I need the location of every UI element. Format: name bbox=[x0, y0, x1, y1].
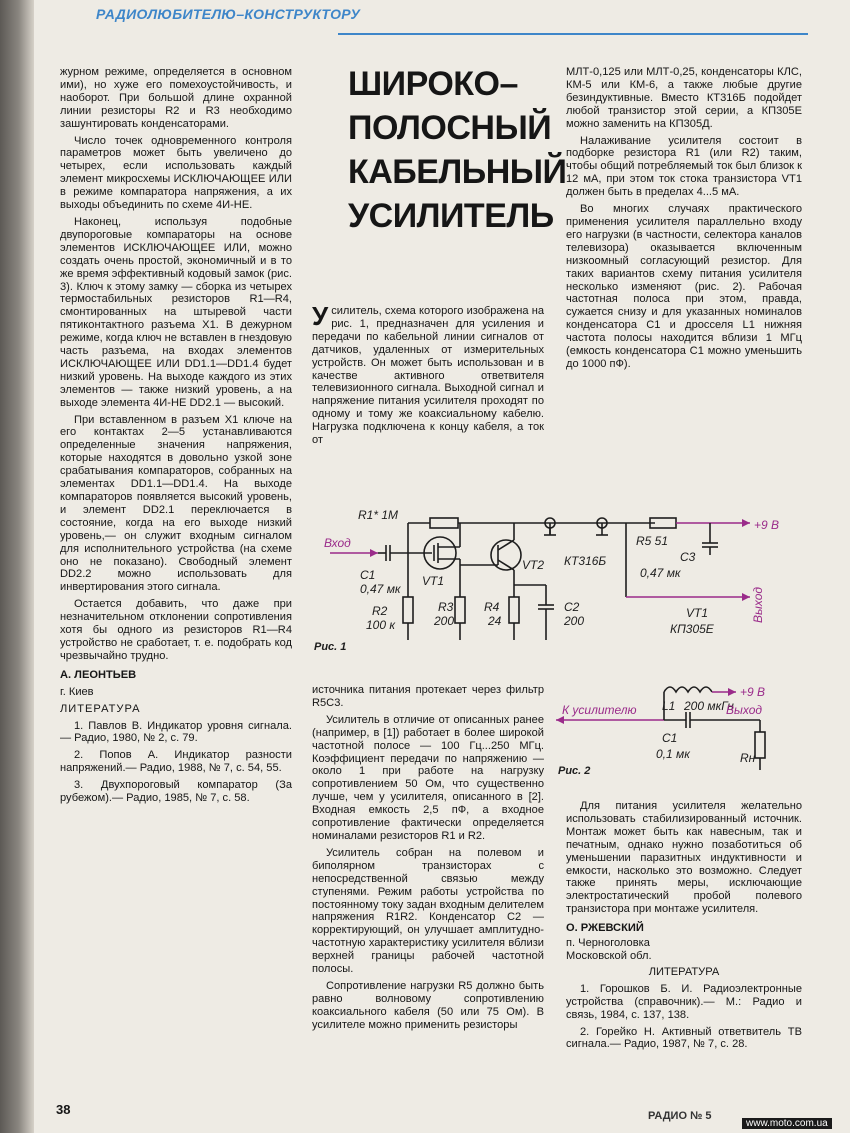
literature-item: 1. Павлов В. Индикатор уровня сигнала.— Радио, 1980, № 2, с. 79. bbox=[60, 719, 292, 745]
fig2-to-amp-label: К усилителю bbox=[562, 703, 637, 717]
literature-heading: ЛИТЕРАТУРА bbox=[60, 702, 141, 715]
figure-1-schematic bbox=[310, 505, 810, 670]
input-label: Вход bbox=[324, 536, 351, 550]
title-line: ШИРОКО– bbox=[348, 65, 518, 103]
author-name-2: О. РЖЕВСКИЙ bbox=[566, 922, 644, 935]
r5-label: R5 51 bbox=[636, 534, 669, 548]
page-number: 38 bbox=[56, 1102, 71, 1117]
col1-paragraph: Остается добавить, что даже при незначительном отклонении сопротивления хотя бы одного из резисторов R1—R4 устройство не сработает, т. е. подобрать код чрезвычайно трудно. bbox=[60, 598, 292, 662]
r4-label: R4 bbox=[484, 600, 500, 614]
col2-paragraph: Усилитель собран на полевом и биполярном транзисторах с непосредственной связью между ступенями. Режим работы устройства по постоянному току задан входным делителем напряжения R1R2. Конденсатор C2 — корректирующий, он улучшает амплитудно-частотную характеристику усилителя вблизи верхней границы рабочей частотной полосы. bbox=[312, 846, 544, 976]
vt1-label: VT1 bbox=[422, 574, 445, 588]
header-rule bbox=[338, 33, 808, 35]
col3-paragraph: МЛТ-0,125 или МЛТ-0,25, конденсаторы КЛС, КМ-5 или КМ-6, а также любые другие безиндуктивные. Вместо КТ316Б подойдет любой транзистор этой серии, а КП305Е можно заменить на КП305Д. bbox=[566, 66, 802, 130]
figure-2-caption: Рис. 2 bbox=[558, 765, 591, 777]
col3-paragraph: Налаживание усилителя состоит в подборке резистора R1 (или R2) таким, чтобы общий потребляемый ток был близок к 12 мА, при этом ток стока транзистора VT1 должен быть в пределах 4...5 мА. bbox=[566, 134, 802, 199]
r4-value: 24 bbox=[488, 614, 502, 628]
c2-label: C2 bbox=[564, 600, 580, 614]
l1-value: 200 мкГн bbox=[684, 699, 734, 713]
footer-journal: РАДИО № 5 bbox=[648, 1110, 712, 1122]
title-line: УСИЛИТЕЛЬ bbox=[348, 197, 554, 235]
article-title bbox=[348, 62, 567, 238]
vt2-type: КТ316Б bbox=[564, 554, 607, 568]
author-name: А. ЛЕОНТЬЕВ bbox=[60, 668, 137, 681]
drop-cap: У bbox=[312, 301, 329, 331]
r2-label: R2 bbox=[372, 604, 388, 618]
col1-paragraph: Число точек одновременного контроля параметров может быть увеличено до четырех, если использовать каждый элемент микросхемы ИСКЛЮЧАЮЩЕЕ ИЛИ в режиме компаратора напряжения, а их выходы объединить по схеме 4И-НЕ. bbox=[60, 134, 292, 212]
author-city-line: Московской обл. bbox=[566, 949, 652, 962]
figure-2-schematic bbox=[556, 680, 806, 785]
l1-label: L1 bbox=[662, 699, 676, 713]
article-column-3-bottom bbox=[566, 800, 802, 1051]
c1-value: 0,47 мк bbox=[360, 582, 401, 596]
col2-paragraph: источника питания протекает через фильтр R5C3. bbox=[312, 684, 544, 709]
col2-paragraph: Усилитель в отличие от описанных ранее (например, в [1]) работает в более широкой частотной полосе — 100 Гц...250 МГц. Коэффициент передачи по напряжению — около 1 при работе на нагрузку сопротивлением 50 Ом, что существенно лучше, чем у усилителя, описанного в [2]. Входная емкость 2,5 пФ, а входное сопротивление фактически определяется номиналами резисторов R1 и R2. bbox=[312, 713, 544, 842]
col1-paragraph: Наконец, используя подобные двупороговые компараторы на основе элементов ИСКЛЮЧАЮЩЕЕ ИЛИ, можно создать очень простой, экономичный и в то же время эффективный кодовый замок (рис. 3). Ключ к этому замку — сборка из четырех термостабильных резисторов R1—R4, смонтированных на штыревой части пятиконтактного разъема X1. В дежурном режиме, когда ключ не вставлен в гнездовую часть разъема, на входах элементов ИСКЛЮЧАЮЩЕЕ ИЛИ DD1.1—DD1.4 будет низкий уровень. На выходе каждого из этих элементов — также низкий уровень, а на выходе элемента 4И-НЕ DD2.1 — высокий. bbox=[60, 215, 292, 409]
fig2-output-label: Выход bbox=[726, 703, 763, 717]
literature-item: 1. Горошков Б. И. Радиоэлектронные устройства (справочник).— М.: Радио и связь, 1984, с. 137, 138. bbox=[566, 982, 802, 1021]
col3-paragraph: Во многих случаях практического применения усилителя параллельно входу его нагрузки (в частности, селектора каналов телевизора) оказывается включенным низкоомный согласующий резистор. Для таких вариантов схему питания усилителя несколько изменяют (рис. 2). Рабочая частотная полоса при этом, правда, сужается снизу и для указанных номиналов конденсатора C1 и дросселя L1 нижняя частота полосы находится вблизи 1 МГц (емкость конденсатора C1 можно уменьшить до 1000 пФ). bbox=[566, 203, 802, 370]
article-column-2-bottom bbox=[312, 684, 544, 1032]
col3-paragraph: Для питания усилителя желательно использовать стабилизированный источник. Монтаж может быть как навесным, так и печатным, однако нужно позаботиться об уменьшении паразитных индуктивности и емкости, насколько это возможно. Следует также принять меры, исключающие электростатический пробой полевого транзистора при монтаже усилителя. bbox=[566, 800, 802, 916]
output-label: Выход bbox=[751, 586, 765, 623]
literature-heading-2: ЛИТЕРАТУРА bbox=[648, 965, 720, 978]
title-line: ПОЛОСНЫЙ bbox=[348, 109, 552, 147]
fig2-rn-label: Rн bbox=[740, 751, 756, 765]
col2-lead-paragraph bbox=[312, 301, 544, 447]
title-line: КАБЕЛЬНЫЙ bbox=[348, 153, 567, 191]
r3-value: 200 bbox=[434, 614, 455, 628]
r1-label: R1* 1М bbox=[358, 508, 399, 522]
author-city-line: п. Черноголовка bbox=[566, 937, 650, 950]
vt1-note: VT1 bbox=[686, 606, 709, 620]
c2-value: 200 bbox=[564, 614, 585, 628]
vt2-label: VT2 bbox=[522, 558, 545, 572]
page-spine-shadow bbox=[0, 0, 34, 1133]
fig2-c1-label: C1 bbox=[662, 731, 678, 745]
article-column-1 bbox=[60, 66, 292, 805]
fig2-supply-label: +9 В bbox=[740, 685, 766, 699]
col1-paragraph: журном режиме, определяется в основном ими), но хуже его помехоустойчивость, и наоборот. При большой длине охранной линии резисторы R2 и R3 необходимо зашунтировать конденсаторами. bbox=[60, 66, 292, 130]
r3-label: R3 bbox=[438, 600, 454, 614]
r2-value: 100 к bbox=[366, 618, 396, 632]
figure-1-caption: Рис. 1 bbox=[314, 641, 347, 653]
section-header: РАДИОЛЮБИТЕЛЮ–КОНСТРУКТОРУ bbox=[96, 6, 361, 22]
author-city: г. Киев bbox=[60, 685, 94, 698]
footer-watermark-url: www.moto.com.ua bbox=[742, 1118, 832, 1129]
c1-label: C1 bbox=[360, 568, 376, 582]
c3-label: C3 bbox=[680, 550, 696, 564]
article-column-2-top bbox=[312, 301, 544, 447]
fig2-c1-value: 0,1 мк bbox=[656, 747, 690, 761]
article-column-3 bbox=[566, 66, 802, 371]
col1-paragraph: При вставленном в разъем X1 ключе на его контактах 2—5 устанавливаются определенные значения напряжения, которые находятся в довольно узкой зоне срабатывания компараторов, собранных на элементах DD1.1—DD1.4. На выходе компараторов появляется высокий уровень, и элемент DD2.1 переключается в состояние, когда на его выходе низкий уровень,— он служит входным сигналом для исполнительного устройства (на схеме оно не показано). Свободный элемент DD2.2 можно использовать для инвертирования этого сигнала. bbox=[60, 413, 292, 594]
literature-item: 2. Горейко Н. Активный ответвитель ТВ сигнала.— Радио, 1987, № 7, с. 28. bbox=[566, 1025, 802, 1051]
lead-text: силитель, схема которого изображена на рис. 1, предназначен для усиления и передачи по кабельной линии сигналов от датчиков, удаленных от измерительных устройств. Он может быть использован и в качестве активного ответвителя телевизионного сигнала. Выходной сигнал и напряжение питания усилителя проходят по одному и тому же коаксиальному кабелю. Нагрузка подключена к концу кабеля, а ток от bbox=[312, 305, 544, 447]
supply-label: +9 В bbox=[754, 518, 780, 532]
col2-paragraph: Сопротивление нагрузки R5 должно быть равно волновому сопротивлению коаксиального кабеля (50 или 75 Ом). В усилителе можно применить резисторы bbox=[312, 979, 544, 1031]
c3-value: 0,47 мк bbox=[640, 566, 681, 580]
vt1-type: КП305Е bbox=[670, 622, 714, 636]
literature-item: 2. Попов А. Индикатор разности напряжений.— Радио, 1988, № 7, с. 54, 55. bbox=[60, 749, 292, 775]
literature-item: 3. Двухпороговый компаратор (За рубежом).— Радио, 1985, № 7, с. 58. bbox=[60, 779, 292, 805]
